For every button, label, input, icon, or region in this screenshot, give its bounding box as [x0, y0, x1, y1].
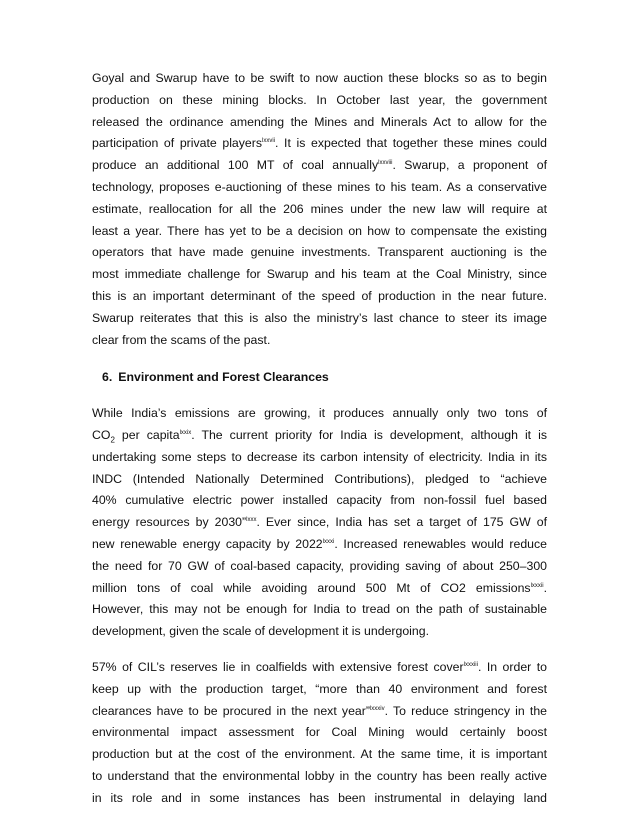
- text-line: $CO_2$ per capita$^{lxxix}$. The current priority for India is development, although it is: [92, 427, 548, 445]
- text-line: 40% cumulative electric power installed capacity from non-fossil fuel based: [92, 493, 547, 508]
- text-line: the need for 70 GW of coal-based capacity, providing saving of about 250–300: [92, 558, 547, 573]
- document-page: [92, 68, 547, 810]
- paragraph-emissions: [92, 403, 547, 643]
- text-line: most immediate challenge for Swarup and his team at the Coal Ministry, since: [92, 267, 547, 282]
- text-line: keep up with the production target, “more than 40 environment and forest: [92, 681, 547, 696]
- footnote-ref: lxxix: [179, 429, 192, 436]
- text-line: million tons of coal while avoiding around 500 Mt of CO2 emissions$^{lxxxii}$.: [92, 580, 547, 595]
- text-line: While India’s emissions are growing, it produces annually only two tons of: [92, 406, 547, 421]
- text-line: technology, proposes e-auctioning of these mines to his team. As a conservative: [92, 179, 547, 194]
- text-line: production on these mining blocks. In October last year, the government: [92, 92, 547, 107]
- text-line: produce an additional 100 MT of coal annually$^{lxxviii}$. Swarup, a proponent of: [92, 158, 547, 173]
- text-line: Swarup reiterates that this is also the ministry’s last chance to steer its image: [92, 310, 547, 325]
- text-line: Goyal and Swarup have to be swift to now auction these blocks so as to begin: [92, 71, 547, 85]
- text-line: this is an important determinant of the speed of production in the near future.: [92, 288, 547, 303]
- footnote-ref: lxxvii: [262, 138, 275, 145]
- footnote-ref: lxxxiv: [369, 705, 385, 712]
- paragraph-coal-auction: [92, 68, 547, 351]
- text-line: 57% of CIL’s reserves lie in coalfields with extensive forest cover$^{lxxxiii}$. In order to: [92, 659, 547, 674]
- text-line: clearances have to be procured in the next year”$^{lxxxiv}$. To reduce stringency in the: [92, 703, 548, 718]
- section-title: Environment and Forest Clearances: [118, 370, 329, 385]
- footnote-ref: lxxxii: [530, 582, 544, 589]
- text-line: in its role and in some instances has been instrumental in delaying land: [92, 790, 547, 805]
- text-line: operators that have made genuine investments. Transparent auctioning is the: [92, 245, 547, 260]
- text-line: released the ordinance amending the Mines and Minerals Act to allow for the: [92, 114, 547, 129]
- footnote-ref: lxxviii: [378, 160, 393, 167]
- text-line: production but at the cost of the environment. At the same time, it is important: [92, 747, 547, 762]
- footnote-ref: lxxxi: [322, 538, 335, 545]
- footnote-ref: lxxxiii: [463, 661, 478, 668]
- section-number: 6.: [102, 370, 113, 385]
- text-line: development, given the scale of development it is undergoing.: [92, 624, 430, 639]
- text-line: participation of private players$^{lxxvii}$. It is expected that together these mines could: [92, 136, 547, 151]
- text-line: However, this may not be enough for India to tread on the path of sustainable: [92, 602, 547, 617]
- footnote-ref: lxxx: [246, 517, 257, 524]
- text-line: to understand that the environmental lobby in the country has been really active: [92, 768, 547, 783]
- text-line: INDC (Intended Nationally Determined Contributions), pledged to “achieve: [92, 471, 547, 486]
- text-line: estimate, reallocation for all the 206 mines under the new law will require at: [92, 201, 547, 216]
- paragraph-forest-clearances: [92, 657, 547, 810]
- text-line: clear from the scams of the past.: [92, 332, 271, 347]
- text-line: new renewable energy capacity by $2022^{lxxxi}$. Increased renewables would reduce: [92, 536, 547, 551]
- text-line: undertaking some steps to decrease its carbon intensity of electricity. India in its: [92, 449, 547, 464]
- text-line: least a year. There has yet to be a decision on how to compensate the existing: [92, 223, 547, 238]
- section-heading: [102, 367, 547, 389]
- text-line: environmental impact assessment for Coal Mining would certainly boost: [92, 725, 547, 740]
- text-line: energy resources by 2030”$^{lxxx}$. Ever since, India has set a target of 175 GW of: [92, 515, 547, 530]
- subscript: 2: [110, 435, 115, 445]
